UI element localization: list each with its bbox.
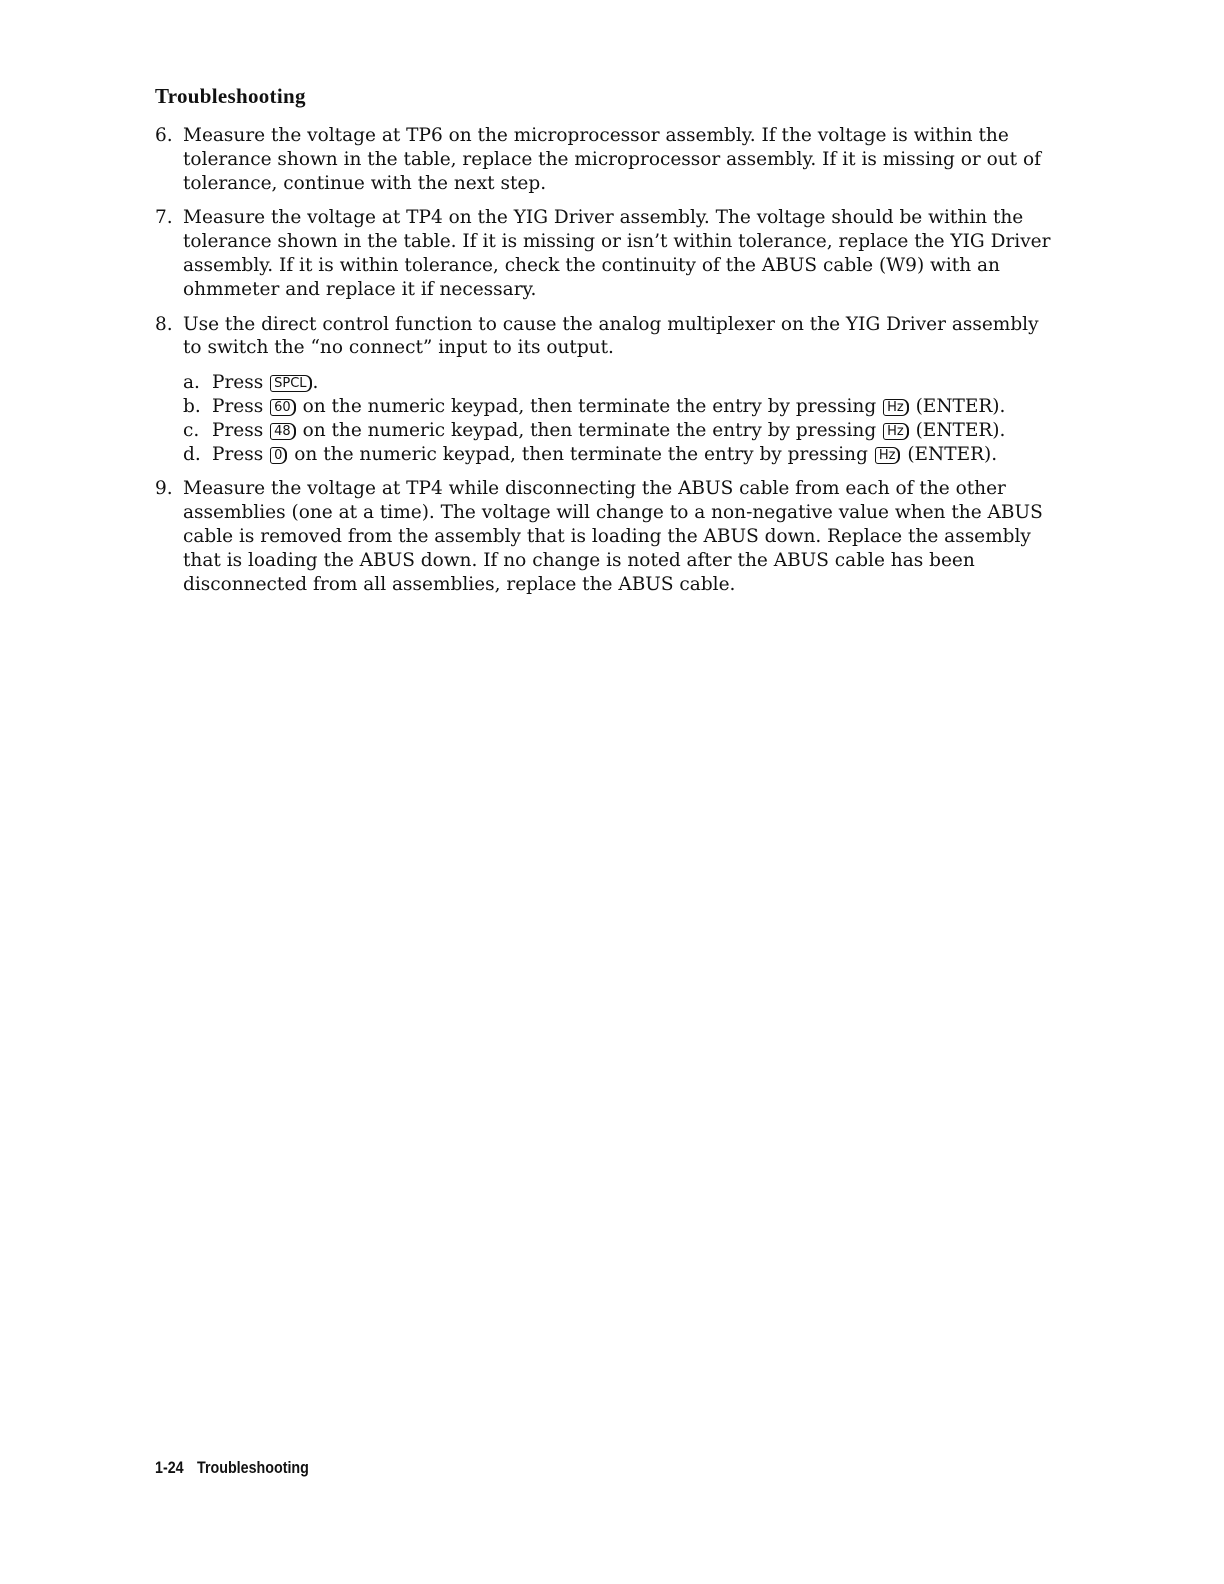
substep-b (183, 395, 1055, 419)
press-label: Press (212, 372, 264, 394)
page-footer (155, 1458, 309, 1478)
key-hz: Hz (883, 399, 909, 416)
key-hz: Hz (883, 423, 909, 440)
key-60: 60 (270, 399, 296, 416)
step-8 (155, 313, 1055, 467)
procedure-steps (155, 124, 1055, 607)
substep-text: on the numeric keypad, then terminate the entry by pressing (302, 419, 877, 441)
footer-section: Troubleshooting (197, 1458, 309, 1477)
step-7 (155, 206, 1055, 301)
substep-letter: c. (183, 419, 200, 441)
key-48: 48 (270, 423, 296, 440)
page-number: 1-24 (155, 1458, 184, 1477)
substep-letter: d. (183, 443, 201, 465)
substep-end: (ENTER). (915, 395, 1006, 417)
substep-letter: b. (183, 395, 201, 417)
substep-list (183, 371, 1055, 466)
page-header: Troubleshooting (155, 84, 306, 108)
substep-d (183, 443, 1055, 467)
press-label: Press (212, 419, 264, 441)
substep-letter: a. (183, 372, 200, 394)
key-spcl: SPCL (270, 375, 311, 392)
substep-text: on the numeric keypad, then terminate the entry by pressing (294, 443, 868, 465)
substep-end: (ENTER). (907, 443, 998, 465)
substep-end: (ENTER). (915, 419, 1006, 441)
step-number: 6. (155, 125, 173, 146)
substep-c (183, 419, 1055, 443)
press-label: Press (212, 443, 264, 465)
key-hz: Hz (875, 447, 901, 464)
step-number: 7. (155, 207, 173, 229)
substep-a (183, 371, 1055, 395)
step-text: Measure the voltage at TP4 while disconnecting the ABUS cable from each of the other assemblies (one at a time). The voltage will change to a non-negative value when the ABUS cable is removed from the assembly that is loading the ABUS down. Replace the assembly that is loading the ABUS down. If no change is noted after the ABUS cable has been disconnected from all assemblies, replace the ABUS cable. (183, 478, 1043, 595)
step-text: Measure the voltage at TP6 on the microprocessor assembly. If the voltage is within the tolerance shown in the table, replace the microprocessor assembly. If it is missing or out of tolerance, continue with the next step. (183, 125, 1041, 194)
step-6 (155, 124, 1055, 195)
step-text: Use the direct control function to cause the analog multiplexer on the YIG Driver assembly to switch the “no connect” input to its output. (183, 313, 1039, 359)
step-9 (155, 477, 1055, 596)
substep-end: . (312, 372, 319, 394)
substep-text: on the numeric keypad, then terminate the entry by pressing (302, 395, 877, 417)
step-text: Measure the voltage at TP4 on the YIG Driver assembly. The voltage should be within the tolerance shown in the table. If it is missing or isn’t within tolerance, replace the YIG Driver assembly. If it is within tolerance, check the continuity of the ABUS cable (W9) with an ohmmeter and replace it if necessary. (183, 207, 1051, 300)
key-0: 0 (270, 447, 287, 464)
step-number: 9. (155, 478, 173, 500)
press-label: Press (212, 395, 264, 417)
step-number: 8. (155, 313, 173, 335)
